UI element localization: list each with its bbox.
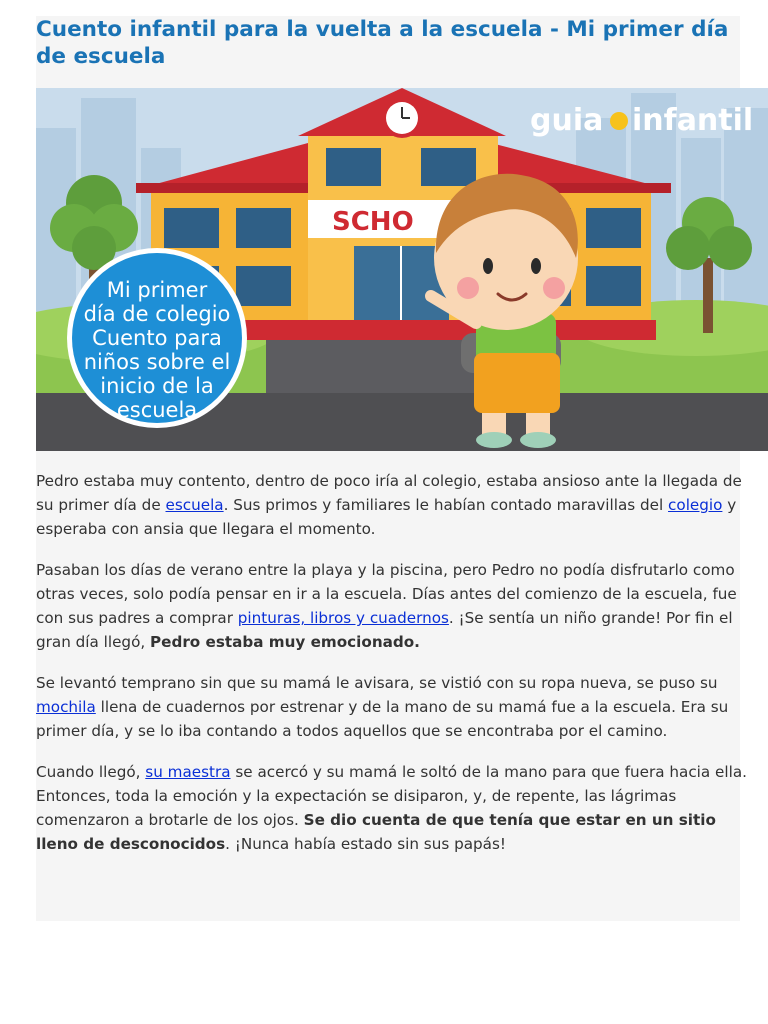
badge-line-3: Cuento para (92, 326, 222, 350)
link-escuela[interactable]: escuela (165, 496, 224, 514)
story-badge (67, 248, 247, 428)
logo-dot (610, 112, 628, 130)
link-pinturas-libros-cuadernos[interactable]: pinturas, libros y cuadernos (237, 609, 449, 627)
logo-right: infantil (632, 103, 754, 138)
hero-illustration (36, 88, 768, 451)
text-run: Pasaban los días de verano entre la playa y la piscina, pero Pedro no podía disfrutarlo como otras veces, solo podía pensar en ir a la escuela. Días antes del comienzo de la escuela, fue con sus padres a comprar (36, 561, 737, 627)
badge-line-2: día de colegio (83, 302, 231, 326)
text-run: Pedro estaba muy contento, dentro de poco iría al colegio, estaba ansioso ante la llegada de su primer día de (36, 472, 742, 514)
guiainfantil-logo (530, 103, 753, 138)
paragraph-3 (36, 671, 748, 743)
article-title: Cuento infantil para la vuelta a la escuela - Mi primer día de escuela (36, 17, 729, 69)
text-run: llena de cuadernos por estrenar y de la mano de su mamá fue a la escuela. Era su primer día, y se lo iba contando a todos aquellos que se encontraba por el camino. (36, 698, 729, 740)
badge-line-6: escuela (116, 398, 198, 422)
text-run: . ¡Nunca había estado sin sus papás! (225, 835, 506, 853)
text-run: . ¡Se sentía un niño grande! Por fin el gran día llegó, (36, 609, 733, 651)
article-body (36, 469, 748, 873)
link-su-maestra[interactable]: su maestra (145, 763, 231, 781)
badge-line-5: inicio de la (100, 374, 214, 398)
link-colegio[interactable]: colegio (668, 496, 723, 514)
paragraph-1 (36, 469, 748, 541)
text-run: se acercó y su mamá le soltó de la mano para que fuera hacia ella. Entonces, toda la emoción y la expectación se disiparon, y, de repente, las lágrimas comenzaron a brotarle de los ojos. (36, 763, 747, 829)
link-mochila[interactable]: mochila (36, 698, 96, 716)
paragraph-4 (36, 760, 748, 856)
bold-text: Se dio cuenta de que tenía que estar en un sitio lleno de desconocidos (36, 811, 716, 853)
text-run: . Sus primos y familiares le habían contado maravillas del (223, 496, 669, 514)
text-run: Se levantó temprano sin que su mamá le avisara, se vistió con su ropa nueva, se puso su (36, 674, 718, 692)
text-run: y esperaba con ansia que llegara el momento. (36, 496, 737, 538)
school-sign: SCHO (332, 207, 414, 237)
logo-left: guia (530, 103, 604, 138)
badge-line-1: Mi primer (106, 278, 208, 302)
badge-line-4: niños sobre el (83, 350, 231, 374)
paragraph-2 (36, 558, 748, 654)
text-run: Cuando llegó, (36, 763, 146, 781)
bold-text: Pedro estaba muy emocionado. (150, 633, 420, 651)
